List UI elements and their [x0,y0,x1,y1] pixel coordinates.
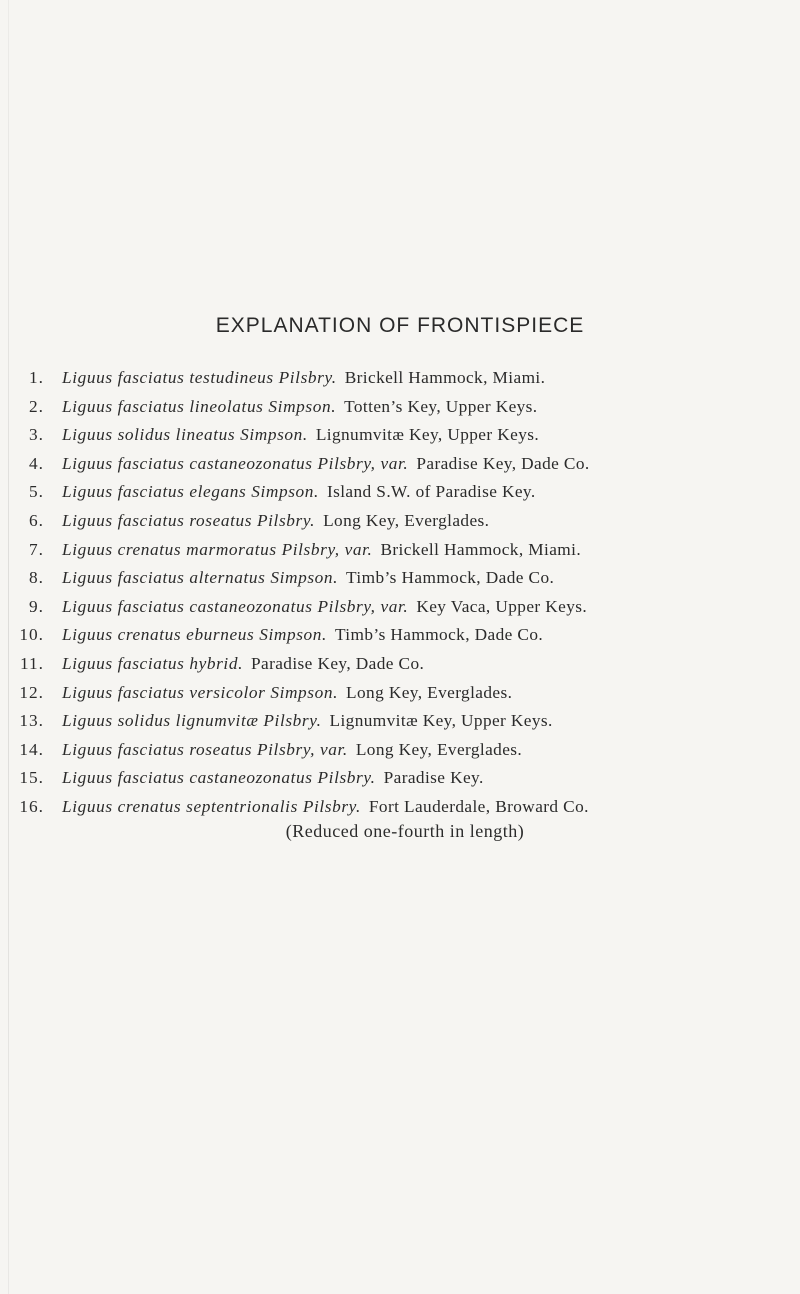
item-locality: Long Key, Everglades. [346,682,513,702]
item-locality: Brickell Hammock, Miami. [344,368,546,387]
item-taxon: Liguus crenatus eburneus Simpson. [62,625,327,645]
list-item [18,451,800,480]
list-item [18,594,800,623]
item-taxon: Liguus crenatus septentrionalis Pilsbry. [62,796,361,816]
item-taxon: Liguus solidus lignumvitæ Pilsbry. [62,711,322,731]
item-taxon: Liguus solidus lineatus Simpson. [62,425,308,445]
item-taxon: Liguus crenatus marmoratus Pilsbry, var. [62,539,373,559]
list-item [18,708,800,737]
list-item [18,537,800,566]
item-locality: Island S.W. of Paradise Key. [326,482,536,502]
item-locality: Brickell Hammock, Miami. [380,539,582,559]
item-locality: Paradise Key. [383,768,484,788]
item-taxon: Liguus fasciatus testudineus Pilsbry. [62,368,337,387]
item-number: 15. [19,768,44,788]
list-item [18,422,800,451]
list-item [18,651,800,680]
item-taxon: Liguus fasciatus castaneozonatus Pilsbry, var. [62,453,409,473]
item-number: 12. [19,682,44,702]
item-number: 16. [19,796,44,816]
item-taxon: Liguus fasciatus lineolatus Simpson. [62,396,337,416]
item-number: 13. [19,711,44,731]
item-locality: Timb’s Hammock, Dade Co. [346,568,555,588]
item-locality: Long Key, Everglades. [355,739,523,759]
list-item [18,479,800,508]
item-locality: Lignumvitæ Key, Upper Keys. [329,711,553,731]
item-locality: Paradise Key, Dade Co. [251,653,425,673]
item-taxon: Liguus fasciatus roseatus Pilsbry. [62,510,316,530]
item-number: 6. [29,510,44,530]
item-number: 10. [19,625,44,645]
item-taxon: Liguus fasciatus castaneozonatus Pilsbry, var. [62,596,409,616]
plate-explanation-list [18,365,800,823]
list-item [18,794,800,823]
list-item [18,680,800,709]
item-number: 4. [29,453,44,473]
item-number: 1. [29,368,44,387]
page-title: EXPLANATION OF FRONTISPIECE [215,314,585,337]
item-taxon: Liguus fasciatus alternatus Simpson. [62,568,339,588]
item-number: 11. [20,653,44,673]
item-number: 2. [29,396,44,416]
list-item [18,394,800,423]
item-locality: Paradise Key, Dade Co. [416,453,590,473]
list-item [18,565,800,594]
list-item [18,737,800,766]
item-number: 3. [29,425,44,445]
list-item [18,765,800,794]
item-locality: Timb’s Hammock, Dade Co. [334,625,544,645]
item-number: 8. [29,568,44,588]
item-taxon: Liguus fasciatus elegans Simpson. [62,482,319,502]
list-item [18,365,800,394]
item-number: 14. [19,739,44,759]
item-locality: Long Key, Everglades. [323,510,490,530]
list-item [18,508,800,537]
item-taxon: Liguus fasciatus castaneozonatus Pilsbry. [62,768,376,788]
item-number: 7. [29,539,44,559]
item-number: 9. [29,596,44,616]
page-edge-shadow [8,0,9,1294]
item-locality: Key Vaca, Upper Keys. [416,596,588,616]
item-locality: Totten’s Key, Upper Keys. [344,396,538,416]
list-item [18,622,800,651]
reduction-note: (Reduced one-fourth in length) [285,821,525,841]
item-taxon: Liguus fasciatus hybrid. [62,653,243,673]
item-number: 5. [29,482,44,502]
item-locality: Lignumvitæ Key, Upper Keys. [315,425,540,445]
item-taxon: Liguus fasciatus versicolor Simpson. [62,682,339,702]
item-locality: Fort Lauderdale, Broward Co. [368,796,589,816]
item-taxon: Liguus fasciatus roseatus Pilsbry, var. [62,739,348,759]
